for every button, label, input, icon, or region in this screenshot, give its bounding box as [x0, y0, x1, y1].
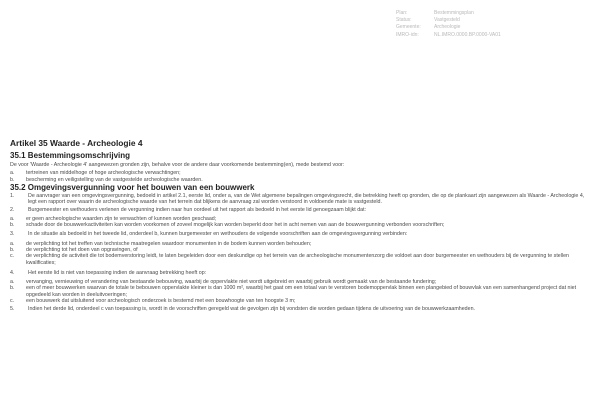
paragraph-number: 5. [10, 306, 15, 313]
numbered-paragraph [10, 193, 594, 206]
list-label: a. [10, 240, 15, 247]
section-intro: De voor 'Waarde - Archeologie 4' aangewezen gronden zijn, behalve voor de andere daar voorkomende bestemming(en), mede bestemd voor: [10, 162, 345, 168]
numbered-paragraph [10, 231, 594, 237]
list-text: tertreinen van middelhoge of hoge archeologische verwachtingen; [26, 170, 181, 177]
paragraph-text: De aanvrager van een omgevingsvergunning, bedoeld in artikel 2.1, eerste lid, onder a, van de Wet algemene bepalingen omgevingsrecht, die betrekking heeft op gronden, die op de plankaart zijn aangewezen als Waarde - Archeologie 4, legt een rapport over waarin de archeologische waarde van het terrein dat blijkens de aanvraag zal worden verstoord in voldoende mate is vastgesteld. [28, 192, 585, 206]
list-label: a. [10, 170, 15, 177]
list-text: een bouwwerk dat uitsluitend voor archeologisch onderzoek is bestemd met een bouwhoogte van ten hoogste 3 m; [26, 298, 296, 305]
article-title: Artikel 35 Waarde - Archeologie 4 [10, 138, 143, 148]
numbered-paragraph [10, 306, 594, 312]
meta-row [396, 24, 592, 31]
list-text: een of meer bouwwerken waarvan de totale te bebouwen oppervlakte kleiner is dan 1000 m², waarbij het gaat om een totaal van te verstoren bodemoppervlak binnen een plangebied of bouwvlak van een samenhangend project dat niet opgedeeld kan worden in deeluitvoeringen; [26, 285, 577, 298]
list-label: b. [10, 176, 15, 183]
numbered-paragraph [10, 207, 594, 213]
list-label: b. [10, 222, 15, 229]
meta-row [396, 10, 592, 17]
list-text: de verplichting tot het doen van opgravingen, of [26, 246, 138, 253]
paragraph-number: 2. [10, 207, 15, 214]
list-item [10, 222, 594, 228]
list-text: de verplichting tot het treffen van technische maatregelen waardoor monumenten in de bodem kunnen worden behouden; [26, 240, 312, 247]
list-item [10, 253, 594, 266]
list-text: vervanging, vernieuwing of verandering van bestaande bebouwing, waarbij de oppervlakte niet wordt uitgebreid en waarbij gebruik wordt gemaakt van de bestaande fundering; [26, 279, 437, 286]
document-meta-header [396, 10, 592, 39]
list-item [10, 298, 594, 304]
meta-value: Bestemmingsplan [434, 10, 474, 16]
meta-label: IMRO-idn: [396, 31, 419, 38]
list-label: b. [10, 285, 15, 292]
list-item [10, 285, 594, 298]
list-label: a. [10, 279, 15, 286]
list-label: c. [10, 253, 15, 260]
meta-label: Plan: [396, 10, 408, 16]
paragraph-text: Indien het derde lid, onderdeel c van toepassing is, wordt in de voorschriften geregeld wat de gevolgen zijn bij vondsten die worden gedaan tijdens de uitvoering van de bouwwerkzaamheden. [28, 306, 475, 313]
paragraph-text: Burgemeester en wethouders verlenen de vergunning indien naar hun oordeel uit het rapport als bedoeld in het eerste lid genoegzaam blijkt dat: [28, 207, 367, 214]
paragraph-number: 3. [10, 231, 15, 238]
numbered-paragraph [10, 270, 594, 276]
paragraph-text: In de situatie als bedoeld in het tweede lid, onderdeel b, kunnen burgemeester en wethouders de volgende voorschriften aan de omgevingsvergunning verbinden: [28, 231, 408, 238]
meta-row [396, 17, 592, 24]
section-title-omgevingsvergunning: 35.2 Omgevingsvergunning voor het bouwen van een bouwwerk [10, 182, 255, 192]
section-title-bestemmingsomschrijving: 35.1 Bestemmingsomschrijving [10, 151, 131, 160]
list-text: schade door de bouwwerkactiviteiten kan worden voorkomen of zoveel mogelijk kan worden beperkt door het in acht nemen van aan de bouwvergunning verbonden voorschriften; [26, 222, 445, 229]
list-text: bescherming en veiligstelling van de vastgestelde archeologische waarden. [26, 176, 203, 183]
article-content [10, 138, 594, 313]
paragraph-text: Het eerste lid is niet van toepassing indien de aanvraag betrekking heeft op: [28, 269, 207, 276]
list-label: c. [10, 298, 15, 305]
list-label: a. [10, 215, 15, 222]
list-label: b. [10, 246, 15, 253]
list-item [10, 177, 594, 183]
meta-value: Vastgesteld [434, 17, 460, 24]
meta-value: Archeologie [434, 24, 461, 31]
meta-row [396, 32, 592, 39]
meta-label: Status: [396, 17, 412, 24]
paragraph-number: 4. [10, 269, 15, 276]
paragraph-number: 1. [10, 192, 15, 199]
list-text: er geen archeologische waarden zijn te verwachten of kunnen worden geschaad; [26, 215, 217, 222]
meta-value: NL.IMRO.0000.BP.0000-VA01 [434, 31, 501, 38]
meta-label: Gemeente: [396, 24, 421, 31]
list-text: de verplichting de activiteit die tot bodemverstoring leidt, te laten begeleiden door een deskundige op het terrein van de archeologische monumentenzorg die voldoet aan door burgemeester en wethouders bij de vergunning te stellen kwalificaties; [26, 253, 569, 266]
